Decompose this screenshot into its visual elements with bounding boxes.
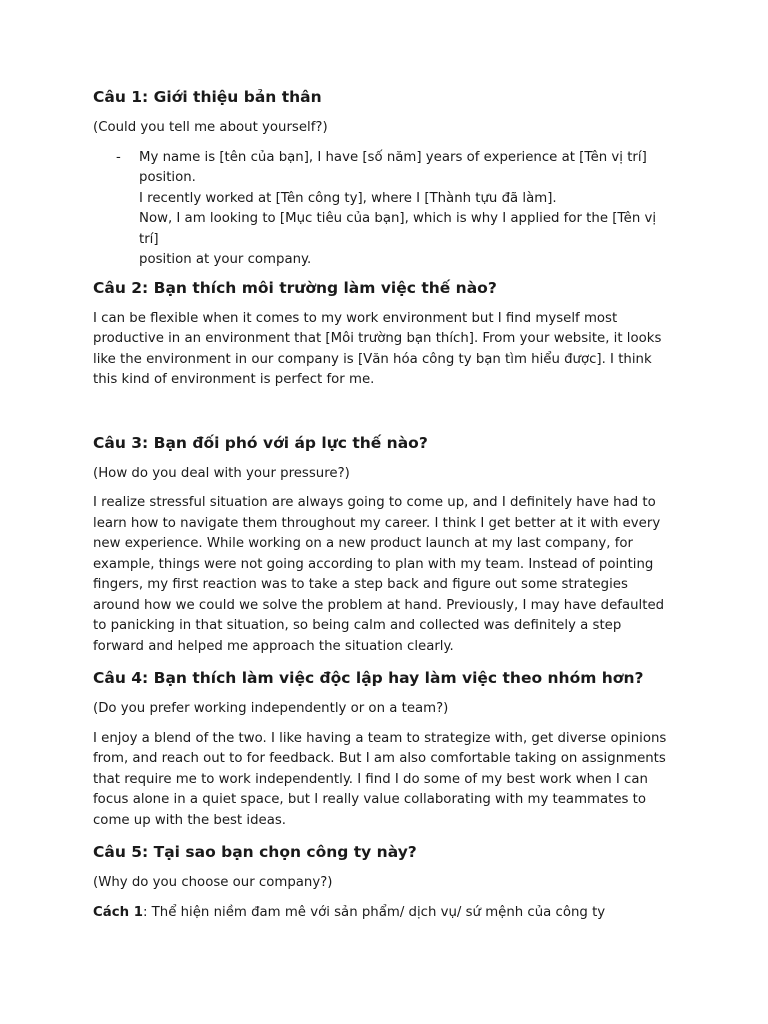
- question-4-heading: Câu 4: Bạn thích làm việc độc lập hay làm việc theo nhóm hơn?: [93, 669, 644, 687]
- question-5-method: [93, 903, 672, 924]
- question-4-answer: I enjoy a blend of the two. I like having a team to strategize with, get diverse opinions from, and reach out to for feedback. But I am also comfortable taking on assignments that require me to work independently. I find I do some of my best work when I can focus alone in a quiet space, but I really value collaborating with my teammates to come up with the best ideas.: [93, 730, 667, 828]
- bullet-marker: -: [116, 149, 121, 165]
- question-5-heading: Câu 5: Tại sao bạn chọn công ty này?: [93, 843, 417, 861]
- question-5-subtitle: (Why do you choose our company?): [93, 875, 333, 890]
- question-4-subtitle: (Do you prefer working independently or on a team?): [93, 701, 449, 716]
- question-2-heading: Câu 2: Bạn thích môi trường làm việc thế nào?: [93, 278, 497, 297]
- list-item: [93, 148, 672, 271]
- question-1-subtitle: (Could you tell me about yourself?): [93, 120, 328, 135]
- question-1-answer-list: [93, 148, 672, 271]
- spacer: [93, 401, 672, 432]
- answer-line: position at your company.: [139, 252, 312, 267]
- question-3-heading: Câu 3: Bạn đối phó với áp lực thế nào?: [93, 433, 428, 452]
- question-3-subtitle: (How do you deal with your pressure?): [93, 465, 350, 481]
- method-text: : Thể hiện niềm đam mê với sản phẩm/ dịch vụ/ sứ mệnh của công ty: [142, 904, 606, 920]
- question-2-answer: I can be flexible when it comes to my work environment but I find myself most productive in an environment that [Môi trường bạn thích]. From your website, it looks like the environment in our company is [Văn hóa công ty bạn tìm hiểu được]. I think this kind of environment is perfect for me.: [93, 310, 662, 387]
- answer-line: My name is [tên của bạn], I have [số năm] years of experience at [Tên vị trí] position.: [139, 149, 647, 185]
- question-1-heading: Câu 1: Giới thiệu bản thân: [93, 88, 322, 106]
- answer-line: Now, I am looking to [Mục tiêu của bạn], which is why I applied for the [Tên vị trí]: [139, 211, 657, 247]
- method-label: Cách 1: [93, 904, 143, 920]
- question-3-answer: I realize stressful situation are always going to come up, and I definitely have had to learn how to navigate them throughout my career. I think I get better at it with every new experience. While working on a new product launch at my last company, for example, things were not going according to plan with my team. Instead of pointing fingers, my first reaction was to take a step back and figure out some strategies around how we could we solve the problem at hand. Previously, I may have defaulted to panicking in that situation, so being calm and collected was definitely a step forward and helped me approach the situation clearly.: [93, 495, 665, 654]
- answer-line: I recently worked at [Tên công ty], where I [Thành tựu đã làm].: [139, 190, 557, 206]
